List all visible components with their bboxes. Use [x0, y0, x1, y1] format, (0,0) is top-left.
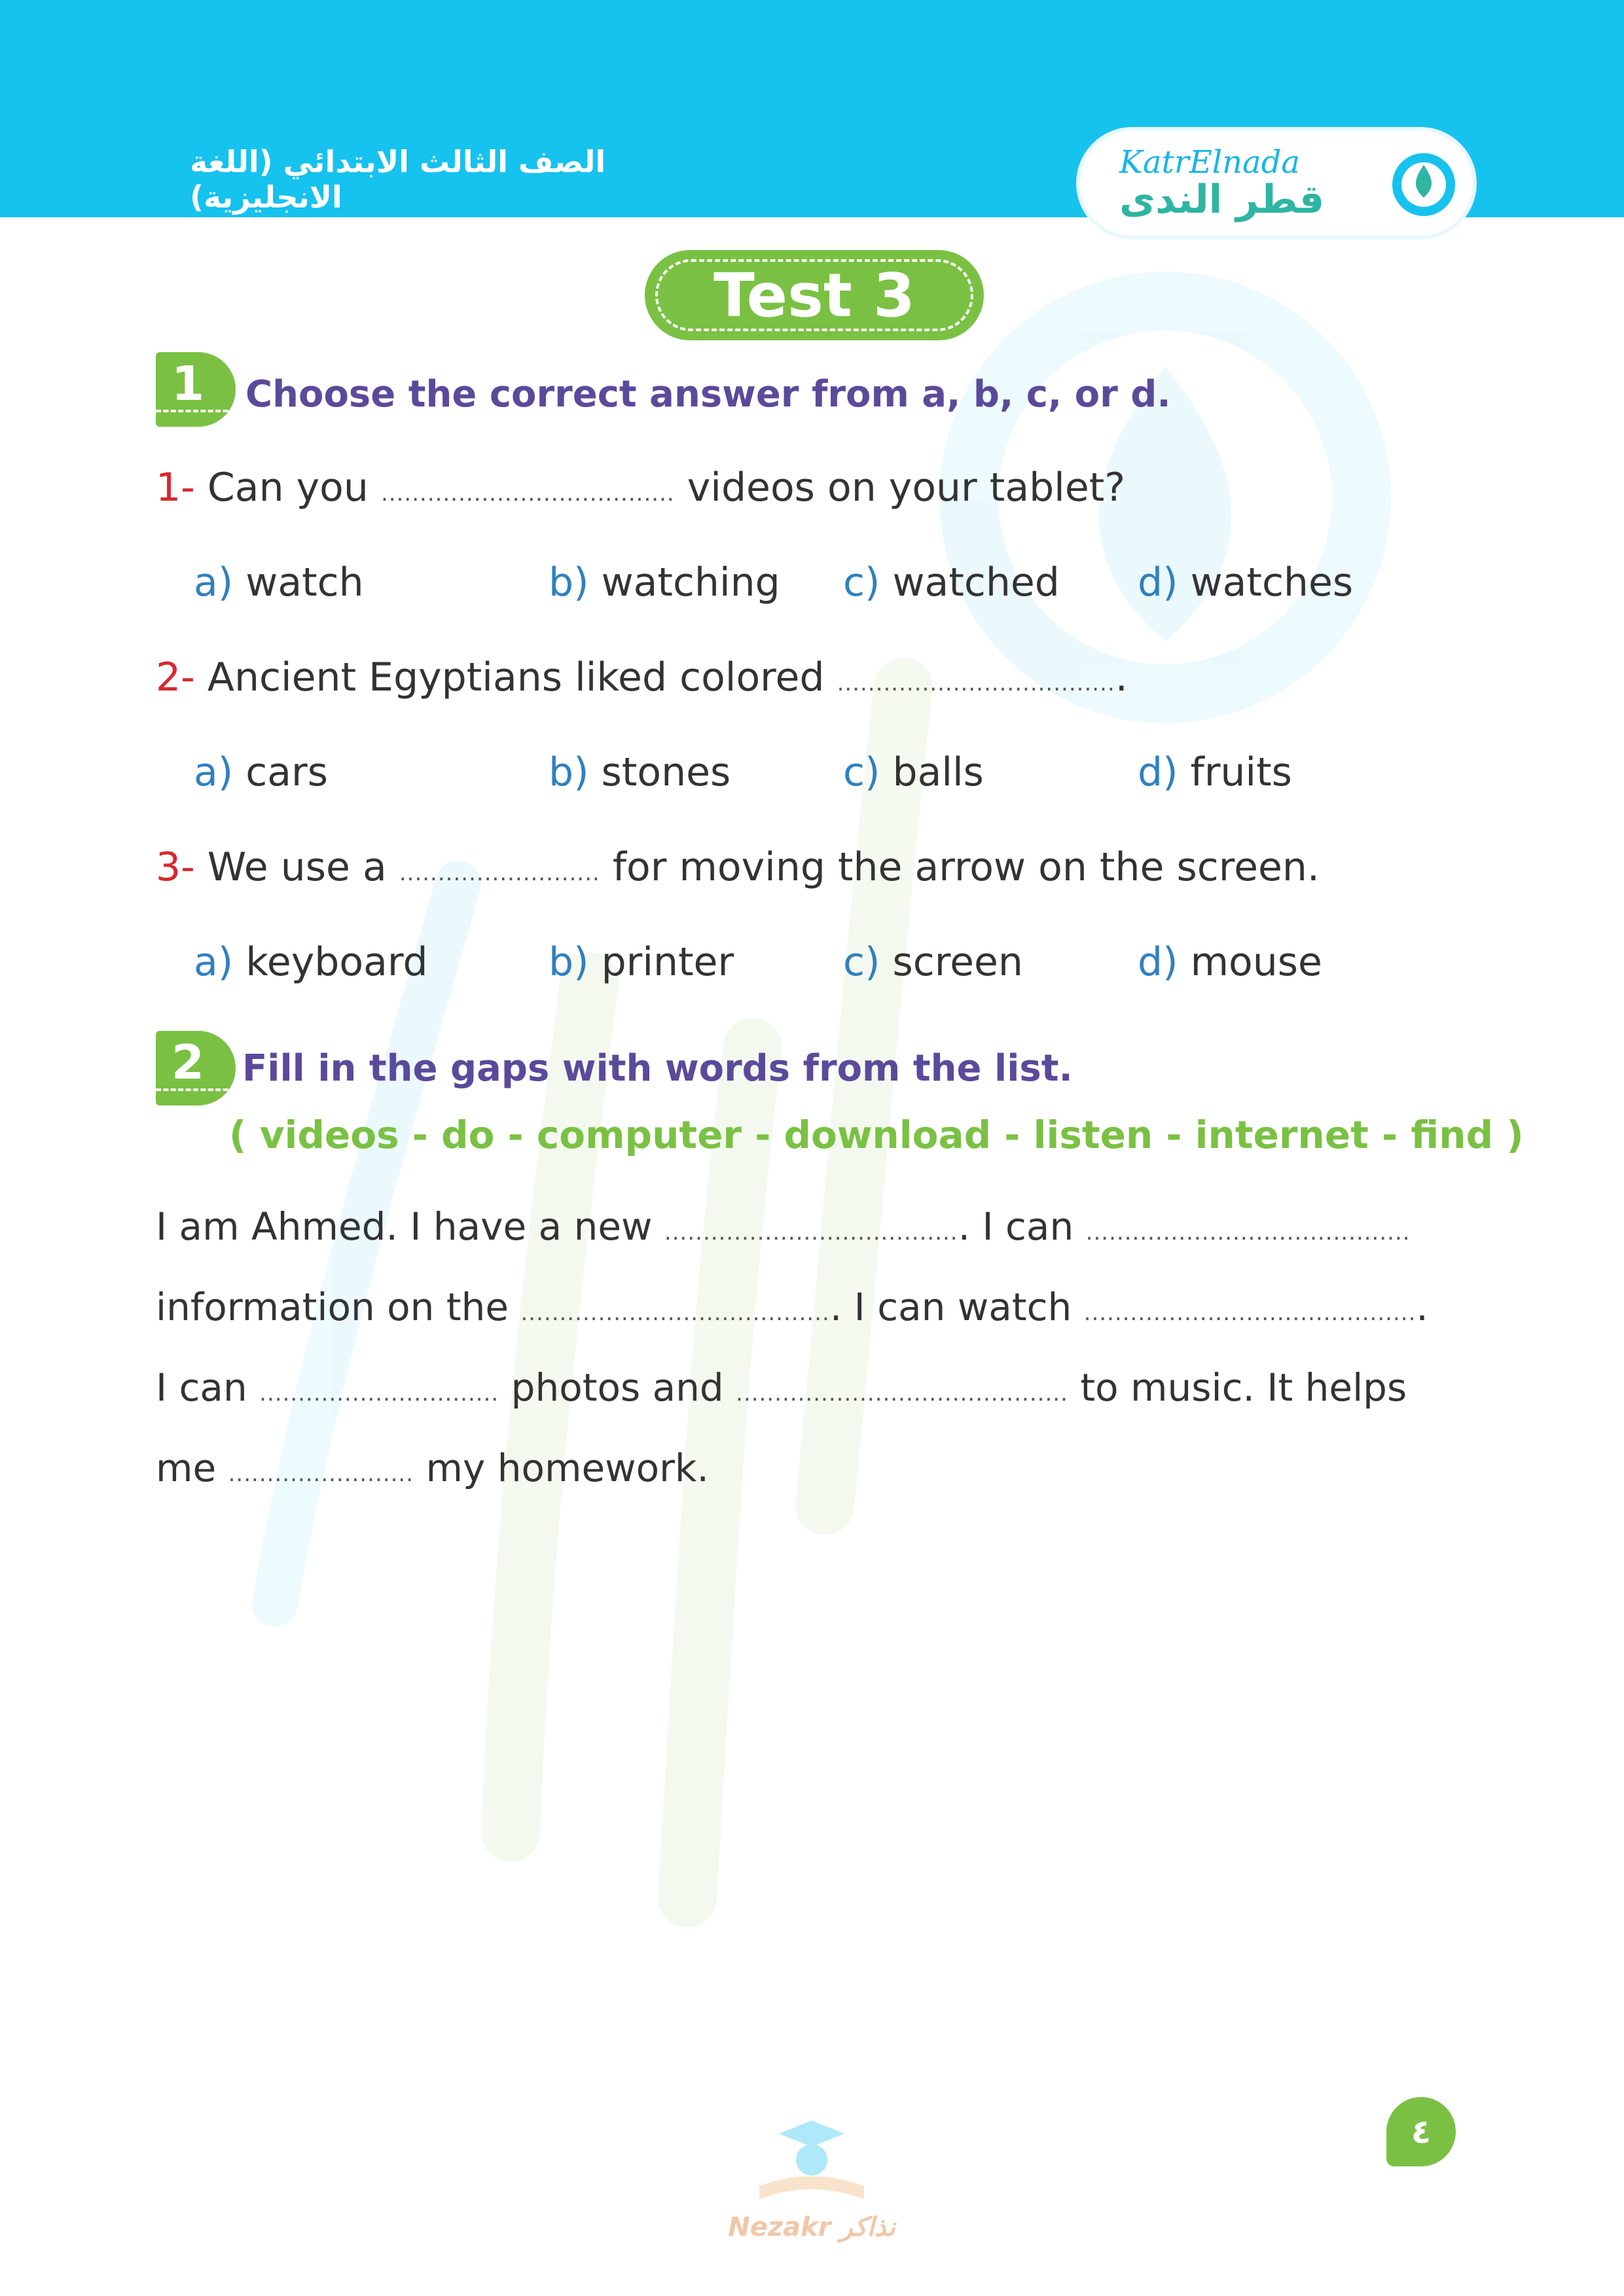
- passage-text: . I can watch: [829, 1285, 1072, 1329]
- option-text: cars: [245, 749, 328, 795]
- option-b[interactable]: [549, 560, 780, 605]
- option-text: fruits: [1190, 749, 1292, 795]
- option-a[interactable]: [194, 560, 364, 605]
- option-letter: c): [843, 939, 880, 985]
- option-letter: a): [194, 749, 234, 795]
- option-c[interactable]: [843, 749, 984, 795]
- passage-text: information on the: [156, 1285, 509, 1329]
- option-letter: b): [549, 939, 589, 985]
- option-letter: b): [549, 749, 589, 795]
- question-1: [156, 465, 1125, 511]
- gap-blank[interactable]: ...............................: [259, 1380, 499, 1407]
- question-text-after: .: [1115, 655, 1128, 700]
- option-letter: d): [1138, 560, 1178, 605]
- option-d[interactable]: [1138, 560, 1353, 605]
- question-text-before: Ancient Egyptians liked colored: [207, 655, 825, 700]
- question-text-after: videos on your tablet?: [687, 465, 1126, 511]
- option-a[interactable]: [194, 939, 428, 985]
- option-text: printer: [601, 939, 734, 985]
- gap-line-3: [156, 1365, 1407, 1410]
- passage-text: . I can: [958, 1204, 1074, 1249]
- gap-line-4: [156, 1446, 709, 1490]
- gap-blank[interactable]: ...........................................: [1083, 1300, 1416, 1326]
- option-c[interactable]: [843, 939, 1023, 985]
- page-number: ٤: [1386, 2097, 1456, 2166]
- option-text: keyboard: [245, 939, 428, 985]
- passage-text: photos and: [511, 1365, 724, 1410]
- answer-blank[interactable]: ......................................: [381, 480, 675, 507]
- option-letter: c): [843, 749, 880, 795]
- option-d[interactable]: [1138, 749, 1292, 795]
- option-letter: d): [1138, 939, 1178, 985]
- option-b[interactable]: [549, 749, 731, 795]
- graduate-book-icon: [713, 2114, 910, 2212]
- option-text: watched: [892, 560, 1060, 605]
- section-1-number-badge: [156, 352, 236, 427]
- gap-blank[interactable]: ........................................: [520, 1300, 830, 1326]
- passage-text: I am Ahmed. I have a new: [156, 1204, 653, 1249]
- option-d[interactable]: [1138, 939, 1322, 985]
- section-1-number: 1: [171, 356, 205, 411]
- answer-blank[interactable]: ....................................: [837, 670, 1115, 696]
- question-text-before: Can you: [207, 465, 369, 511]
- question-number: 2-: [156, 655, 195, 700]
- option-text: stones: [601, 749, 731, 795]
- option-letter: c): [843, 560, 880, 605]
- header-title: الصف الثالث الابتدائي (اللغة الانجليزية): [190, 144, 606, 215]
- gap-blank[interactable]: ..........................................: [1085, 1219, 1411, 1246]
- question-text-before: We use a: [207, 844, 387, 890]
- gap-line-2: [156, 1285, 1428, 1329]
- section-2-title: Fill in the gaps with words from the list.: [242, 1047, 1073, 1090]
- water-drop-icon: [1388, 147, 1460, 219]
- section-1-title: Choose the correct answer from a, b, c, or d.: [245, 373, 1171, 416]
- option-text: screen: [892, 939, 1023, 985]
- section-2-number: 2: [171, 1035, 205, 1090]
- test-title: Test 3: [655, 259, 973, 331]
- passage-text: my homework.: [425, 1446, 709, 1490]
- option-a[interactable]: [194, 749, 328, 795]
- question-number: 3-: [156, 844, 195, 890]
- option-letter: d): [1138, 749, 1178, 795]
- question-text-after: for moving the arrow on the screen.: [612, 844, 1320, 890]
- logo-arabic-text: قطر الندى: [1119, 177, 1325, 223]
- option-letter: b): [549, 560, 589, 605]
- option-text: balls: [892, 749, 984, 795]
- passage-text: me: [156, 1446, 217, 1490]
- option-letter: a): [194, 939, 234, 985]
- question-2: [156, 655, 1128, 700]
- option-text: watch: [245, 560, 364, 605]
- question-number: 1-: [156, 465, 195, 511]
- brand-logo: [1080, 131, 1473, 236]
- option-b[interactable]: [549, 939, 734, 985]
- option-letter: a): [194, 560, 234, 605]
- gap-blank[interactable]: ........................: [228, 1461, 414, 1487]
- question-3: [156, 844, 1320, 890]
- logo-latin-text: KatrElnada: [1119, 144, 1300, 181]
- gap-blank[interactable]: ...........................................: [736, 1380, 1068, 1407]
- footer-logo: [713, 2114, 910, 2245]
- option-c[interactable]: [843, 560, 1060, 605]
- passage-text: .: [1416, 1285, 1428, 1329]
- option-text: watching: [601, 560, 780, 605]
- answer-blank[interactable]: ..........................: [399, 860, 600, 886]
- passage-text: I can: [156, 1365, 247, 1410]
- option-text: mouse: [1190, 939, 1322, 985]
- gap-line-1: [156, 1204, 1411, 1249]
- gap-blank[interactable]: ......................................: [664, 1219, 958, 1246]
- word-list: ( videos - do - computer - download - listen - internet - find ): [229, 1113, 1524, 1157]
- footer-logo-text: Nezakr نذاكر: [728, 2212, 895, 2242]
- passage-text: to music. It helps: [1080, 1365, 1407, 1410]
- option-text: watches: [1190, 560, 1354, 605]
- section-2-number-badge: [156, 1031, 236, 1105]
- test-title-badge: [645, 250, 984, 340]
